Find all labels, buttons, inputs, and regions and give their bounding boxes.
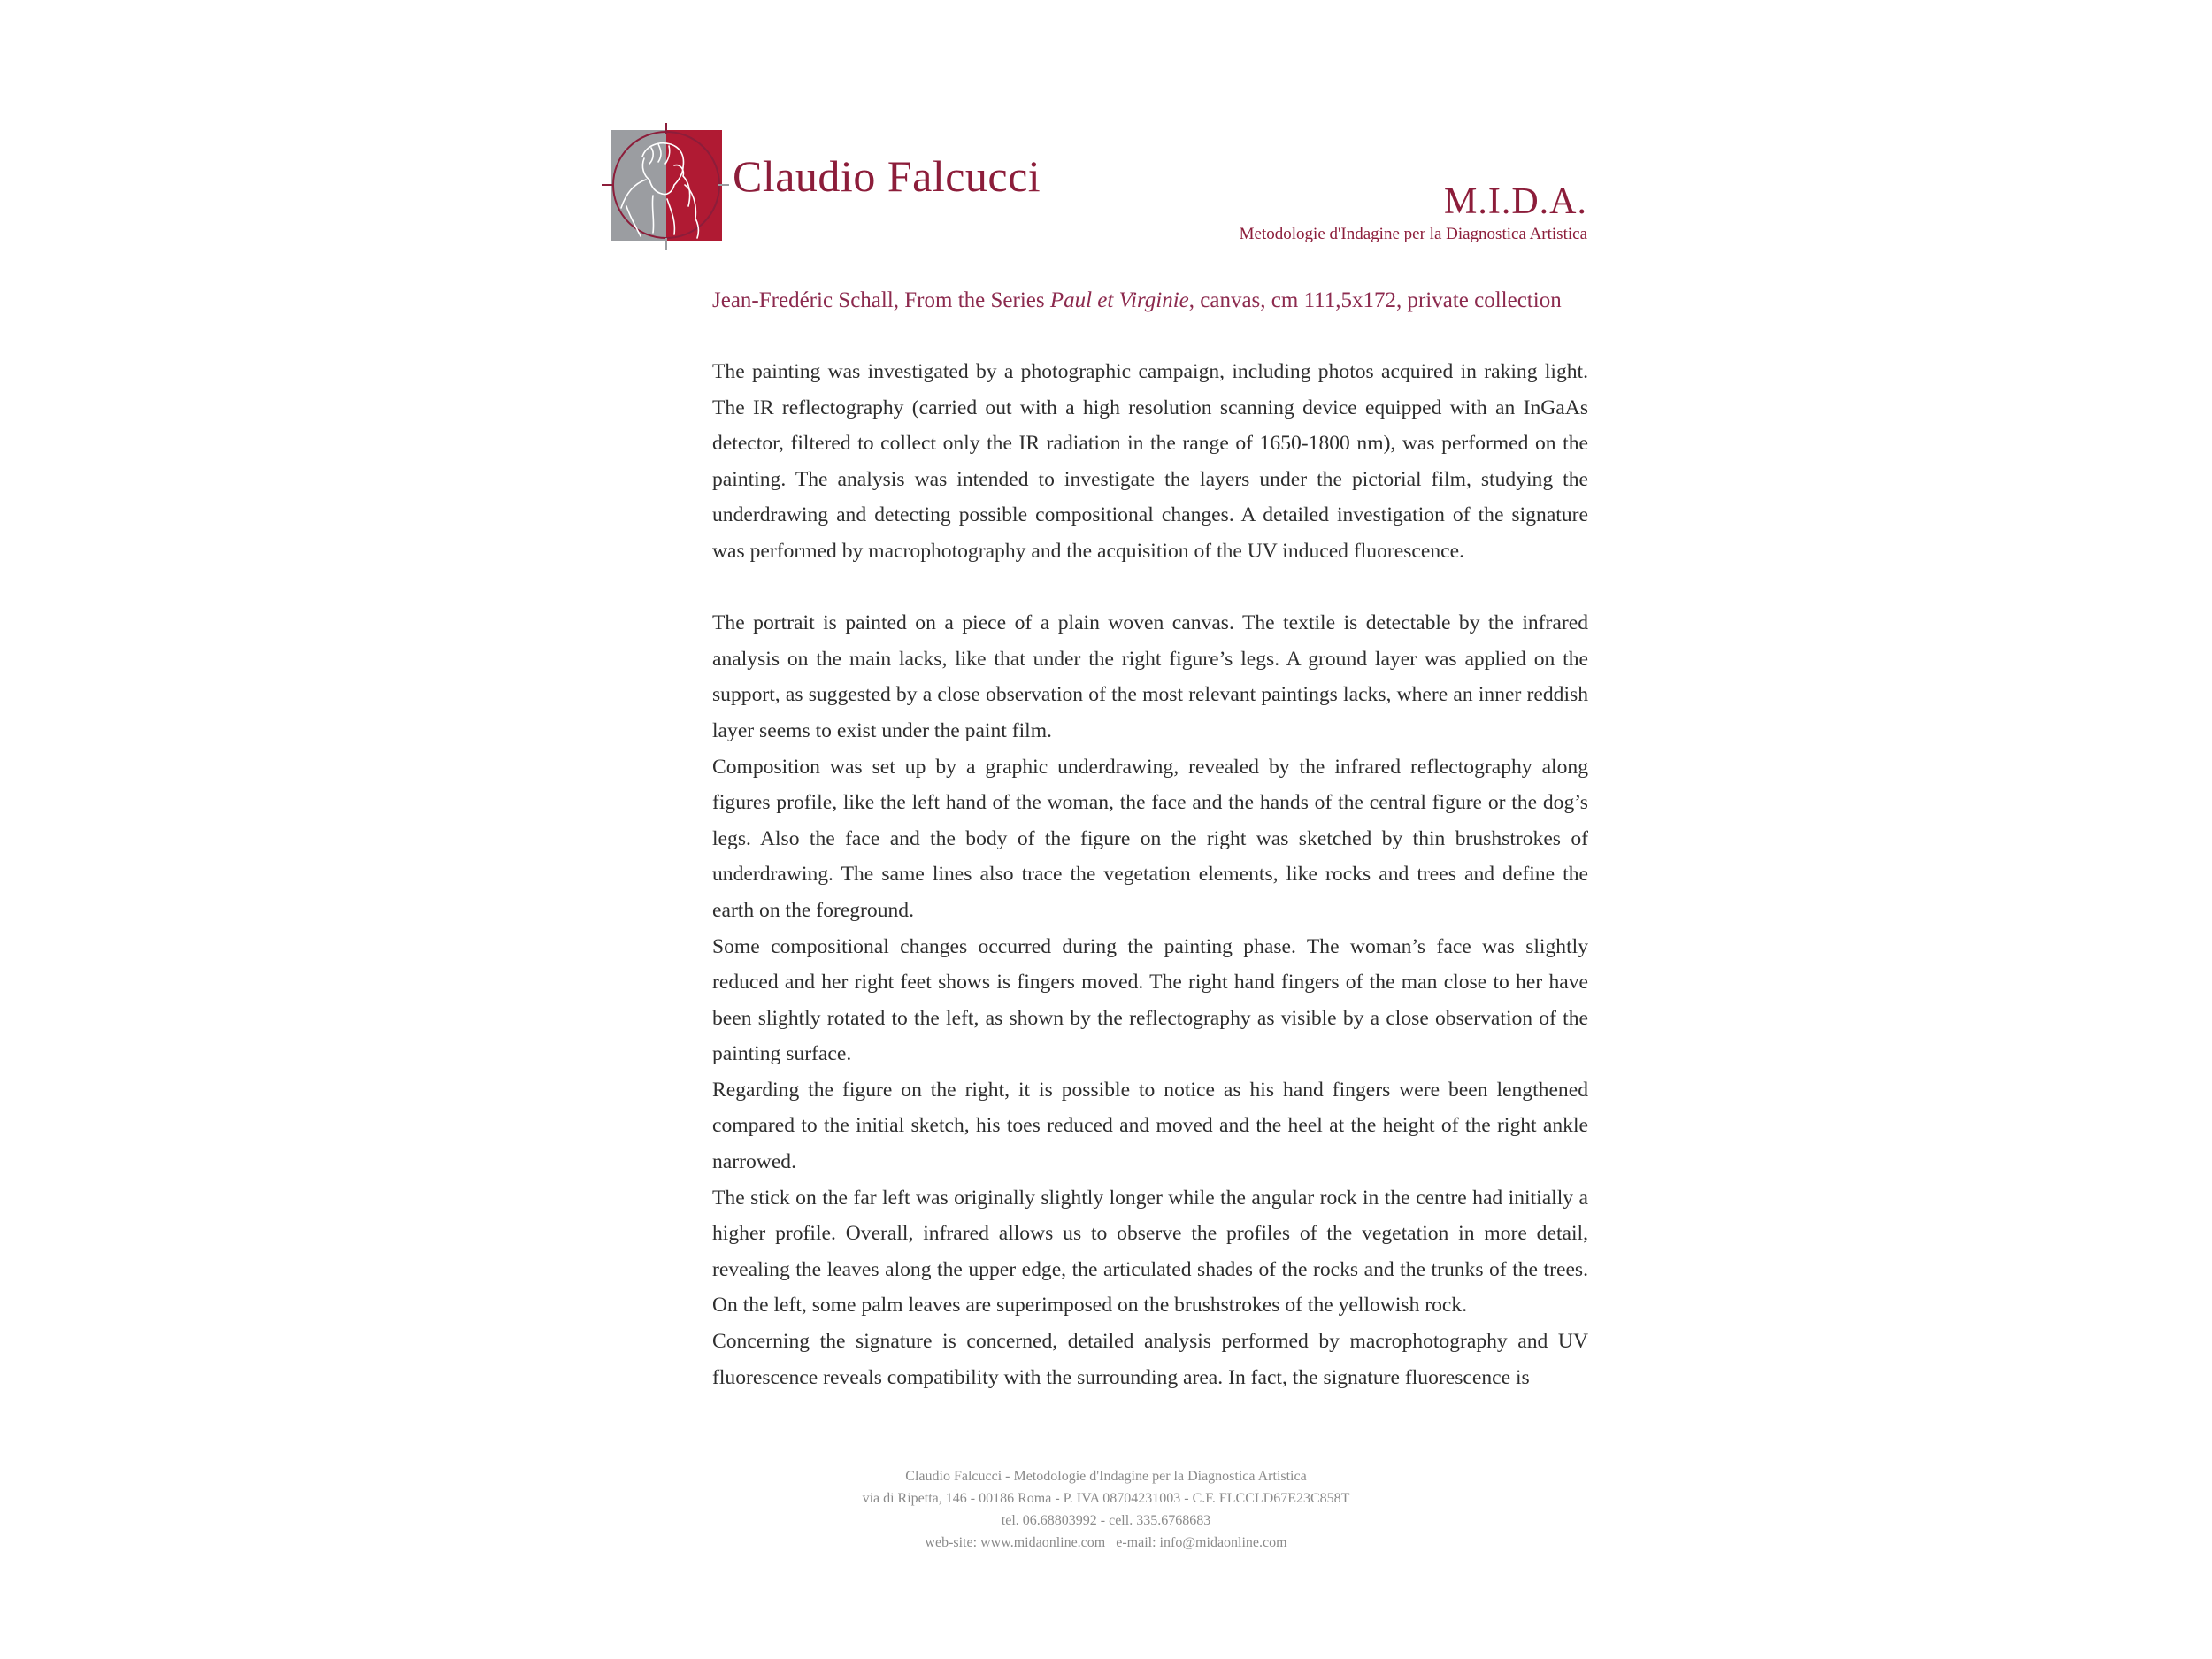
footer-company-line: Claudio Falcucci - Metodologie d'Indagine per la Diagnostica Artistica bbox=[905, 1469, 1307, 1484]
caption-prefix: Jean-Fredéric Schall, From the Series bbox=[712, 288, 1050, 312]
paragraph-compositional-changes: Some compositional changes occurred during the painting phase. The woman’s face was slightly reduced and her right feet shows is fingers moved. The right hand fingers of the man close to her have been slightly rotated to the left, as shown by the reflectography as visible by a close observation of the painting surface. bbox=[712, 934, 1588, 1066]
page-footer bbox=[752, 1465, 1460, 1554]
claudio-falcucci-logo-icon bbox=[600, 121, 733, 252]
paragraph-methods: The painting was investigated by a photographic campaign, including photos acquired in raking light. The IR reflectography (carried out with a high resolution scanning device equipped with an InGaAs detector, filtered to collect only the IR radiation in the range of 1650-1800 nm), was performed on the painting. The analysis was intended to investigate the layers under the pictorial film, studying the underdrawing and detecting possible compositional changes. A detailed investigation of the signature was performed by macrophotography and the acquisition of the UV induced fluorescence. bbox=[712, 360, 1588, 563]
paragraph-vegetation: The stick on the far left was originally slightly longer while the angular rock in the centre had initially a higher profile. Overall, infrared allows us to observe the profiles of the vegetation in more detail, revealing the leaves along the upper edge, the articulated shades of the rocks and the trunks of the trees. On the left, some palm leaves are superimposed on the brushstrokes of the yellowish rock. bbox=[712, 1186, 1588, 1317]
caption-suffix: , canvas, cm 111,5x172, private collection bbox=[1188, 288, 1562, 312]
footer-phone-line: tel. 06.68803992 - cell. 335.6768683 bbox=[1001, 1513, 1211, 1528]
paragraph-underdrawing: Composition was set up by a graphic underdrawing, revealed by the infrared reflectography along figures profile, like the left hand of the woman, the face and the hands of the central figure or the dog’s legs. Also the face and the body of the figure on the right was sketched by thin brushstrokes of underdrawing. The same lines also trace the vegetation elements, like rocks and trees and define the earth on the foreground. bbox=[712, 755, 1588, 922]
paragraph-right-figure: Regarding the figure on the right, it is possible to notice as his hand fingers were been lengthened compared to the initial sketch, his toes reduced and moved and the heel at the height of the right ankle narrowed. bbox=[712, 1078, 1588, 1174]
footer-address-line: via di Ripetta, 146 - 00186 Roma - P. IVA 08704231003 - C.F. FLCCLD67E23C858T bbox=[862, 1491, 1350, 1506]
mida-title: M.I.D.A. bbox=[1444, 181, 1587, 222]
mida-block bbox=[1240, 181, 1587, 245]
artwork-caption bbox=[712, 283, 1562, 319]
paragraph-support: The portrait is painted on a piece of a plain woven canvas. The textile is detectable by the infrared analysis on the main lacks, like that under the right figure’s legs. A ground layer was applied on the support, as suggested by a close observation of the most relevant paintings lacks, where an inner reddish layer seems to exist under the paint film. bbox=[712, 611, 1588, 742]
logo-gray-half bbox=[611, 130, 666, 241]
brand-name: Claudio Falcucci bbox=[733, 151, 1041, 201]
report-body bbox=[712, 354, 1588, 1395]
paragraph-signature: Concerning the signature is concerned, detailed analysis performed by macrophotography and UV fluorescence reveals compatibility with the surrounding area. In fact, the signature fluorescence is bbox=[712, 1330, 1588, 1389]
mida-subtitle: Metodologie d'Indagine per la Diagnostica Artistica bbox=[1239, 225, 1587, 243]
footer-web-line: web-site: www.midaonline.com e-mail: info@midaonline.com bbox=[925, 1535, 1287, 1550]
caption-series-title: Paul et Virginie bbox=[1049, 288, 1189, 312]
